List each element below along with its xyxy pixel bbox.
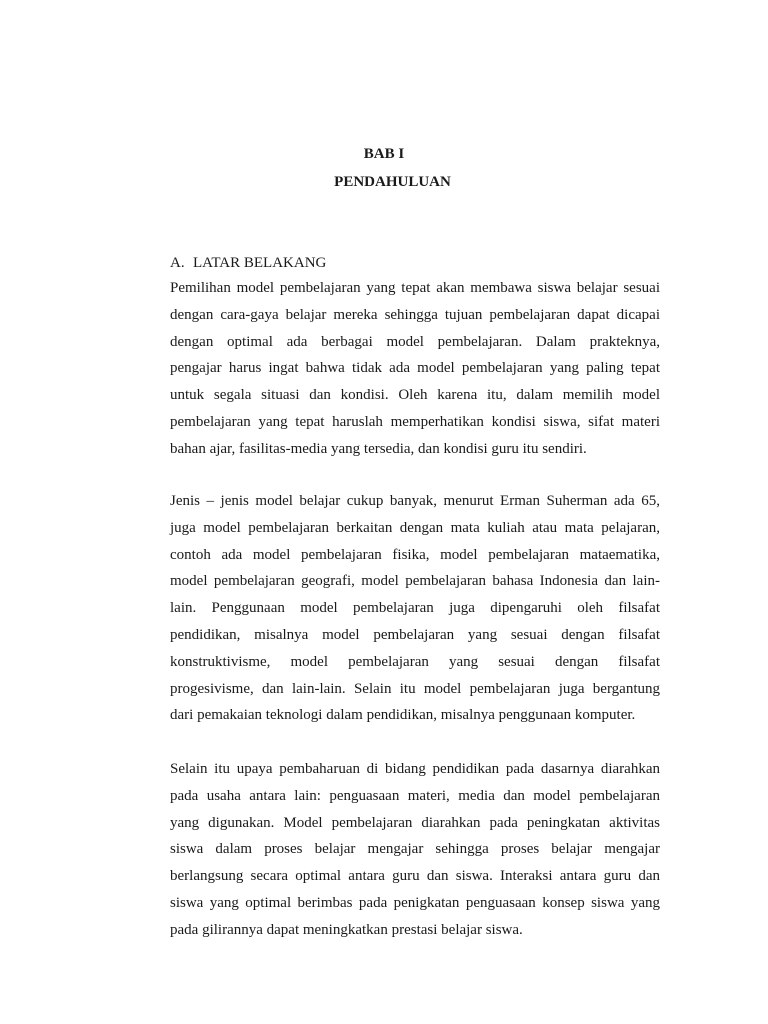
paragraph-line: Selain itu upaya pembaharuan di bidang pendidikan pada dasarnya diarahkan — [170, 761, 660, 777]
paragraph-line: progesivisme, dan lain-lain. Selain itu model pembelajaran juga bergantung — [170, 680, 660, 697]
paragraph-line: pendidikan, misalnya model pembelajaran yang sesuai dengan filsafat — [170, 626, 660, 643]
paragraph-line: siswa dalam proses belajar mengajar sehingga proses belajar mengajar — [170, 841, 660, 858]
chapter-title: PENDAHULUAN — [334, 174, 451, 190]
paragraph-line: pengajar harus ingat bahwa tidak ada model pembelajaran yang paling tepat — [170, 360, 660, 377]
section-heading — [170, 252, 326, 274]
paragraph-line: dengan cara-gaya belajar mereka sehingga tujuan pembelajaran dapat dicapai — [170, 306, 660, 323]
paragraph-line: pada gilirannya dapat meningkatkan prestasi belajar siswa. — [170, 921, 523, 938]
paragraph-line: pembelajaran yang tepat haruslah memperhatikan kondisi siswa, sifat materi — [170, 413, 660, 430]
paragraph-3 — [170, 756, 660, 944]
paragraph-line: bahan ajar, fasilitas-media yang tersedia, dan kondisi guru itu sendiri. — [170, 440, 587, 457]
paragraph-line: lain. Penggunaan model pembelajaran juga dipengaruhi oleh filsafat — [170, 600, 660, 617]
paragraph-line: Jenis – jenis model belajar cukup banyak, menurut Erman Suherman ada 65, — [170, 493, 660, 509]
paragraph-line: dari pemakaian teknologi dalam pendidikan, misalnya penggunaan komputer. — [170, 707, 636, 724]
paragraph-2 — [170, 488, 660, 729]
paragraph-1 — [170, 275, 660, 463]
paragraph-line: siswa yang optimal berimbas pada penigkatan penguasaan konsep siswa yang — [170, 894, 660, 911]
paragraph-line: berlangsung secara optimal antara guru dan siswa. Interaksi antara guru dan — [170, 868, 660, 885]
paragraph-line: konstruktivisme, model pembelajaran yang sesuai dengan filsafat — [170, 653, 660, 670]
paragraph-line: pada usaha antara lain: penguasaan materi, media dan model pembelajaran — [170, 787, 660, 804]
paragraph-line: juga model pembelajaran berkaitan dengan mata kuliah atau mata pelajaran, — [170, 519, 660, 536]
paragraph-line: untuk segala situasi dan kondisi. Oleh karena itu, dalam memilih model — [170, 387, 660, 404]
paragraph-line: Pemilihan model pembelajaran yang tepat akan membawa siswa belajar sesuai — [170, 280, 660, 296]
paragraph-line: yang digunakan. Model pembelajaran diarahkan pada peningkatan aktivitas — [170, 814, 660, 831]
paragraph-line: model pembelajaran geografi, model pembelajaran bahasa Indonesia dan lain- — [170, 573, 660, 590]
section-title: LATAR BELAKANG — [193, 255, 327, 271]
paragraph-line: contoh ada model pembelajaran fisika, model pembelajaran mataematika, — [170, 546, 660, 563]
section-marker: A. — [170, 255, 185, 271]
paragraph-line: dengan optimal ada berbagai model pembelajaran. Dalam prakteknya, — [170, 333, 660, 350]
chapter-number: BAB I — [363, 146, 405, 162]
